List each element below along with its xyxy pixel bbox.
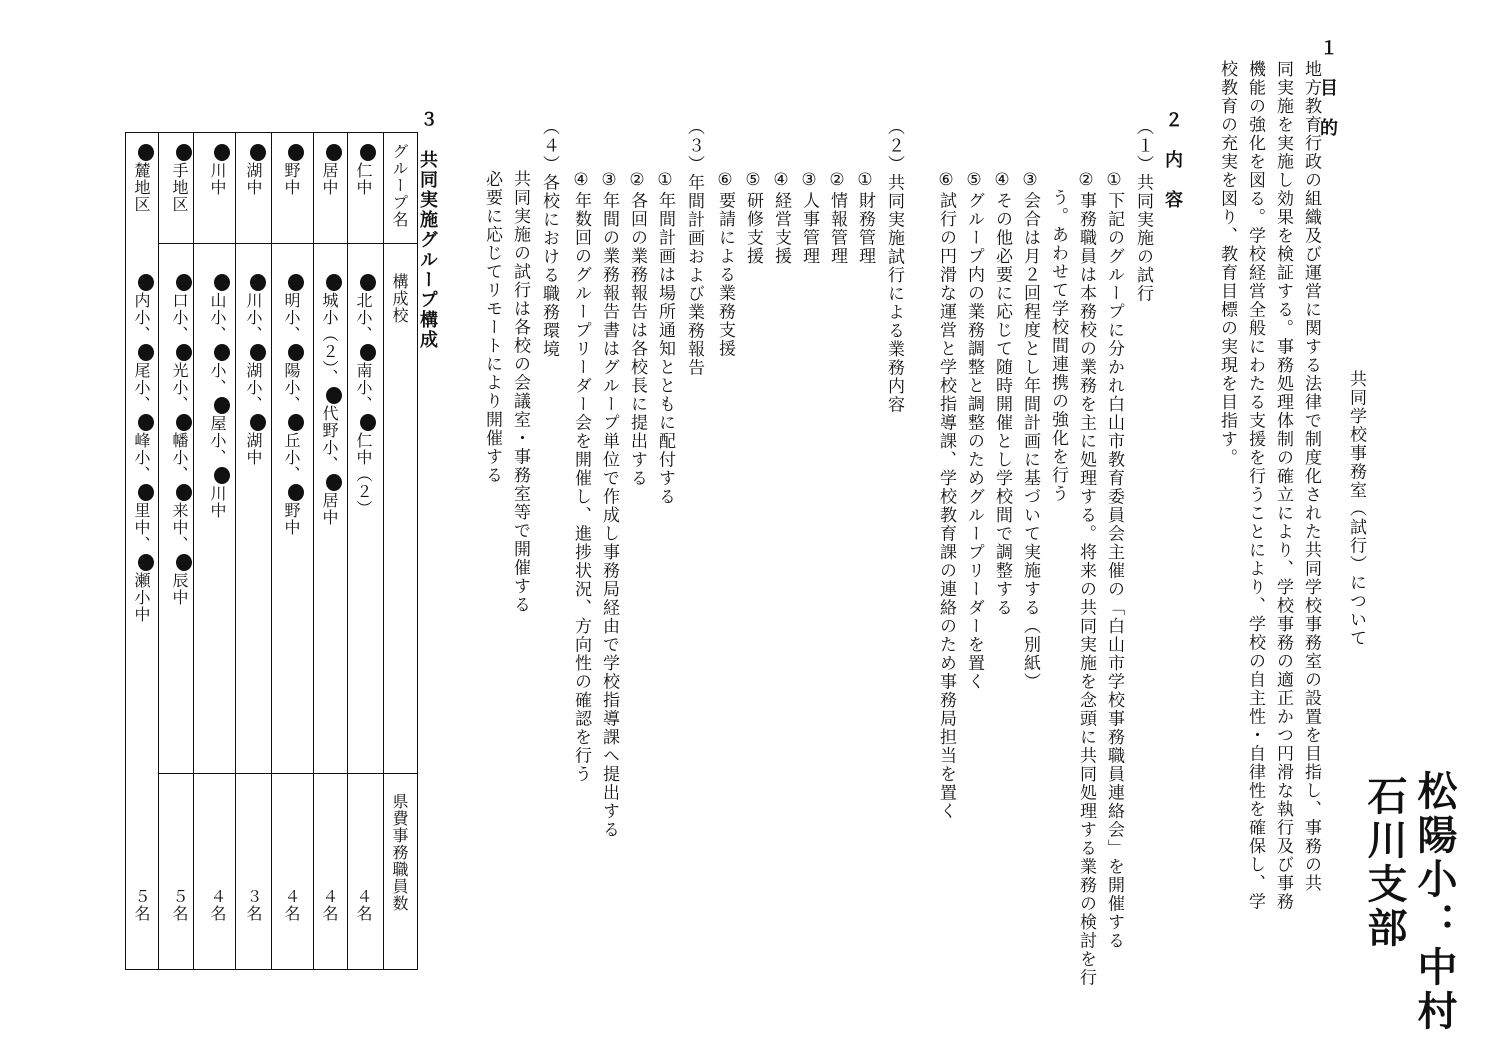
group-table bbox=[132, 132, 418, 970]
row-schools: 山小、小、屋小、川中 bbox=[209, 273, 230, 519]
row-count: ５名 bbox=[132, 888, 151, 922]
row-schools: 内小、尾小、峰小、里中、瀬小中 bbox=[133, 273, 154, 623]
sec2-item: 共同実施の試行は各校の会議室・事務室等で開催する bbox=[510, 170, 530, 614]
col-header-count: 県費事務職員数 bbox=[390, 793, 409, 912]
sec2-item: 必要に応じてリモートにより開催する bbox=[482, 170, 502, 485]
row-count: ５名 bbox=[170, 888, 189, 922]
sec2-sub2: （２）共同実施試行による業務内容 bbox=[884, 118, 904, 414]
row-group: 麓地区 bbox=[133, 143, 154, 213]
row-group: 湖中 bbox=[245, 143, 266, 196]
sec2-sub4: （４）各校における職務環境 bbox=[539, 118, 559, 359]
sec2-item: ②各回の業務報告は各校長に提出する bbox=[627, 170, 647, 488]
row-group: 川中 bbox=[209, 143, 230, 196]
sec2-item: ①年間計画は場所通知とともに配付する bbox=[655, 170, 675, 506]
sec2-heading: ２ 内 容 bbox=[1162, 110, 1183, 210]
row-group: 野中 bbox=[283, 143, 304, 196]
sec1-heading: １ 目 的 bbox=[1317, 38, 1338, 138]
sec2-item: ③会合は月２回程度とし年間計画に基づいて実施する（別紙） bbox=[1020, 170, 1040, 691]
sec2-item: ⑥要請による業務支援 bbox=[715, 170, 735, 358]
sec2-item: う。あわせて学校間連携の強化を行う bbox=[1048, 170, 1068, 503]
sec2-item: ②情報管理 bbox=[827, 170, 847, 266]
sec2-item: ①下記のグループに分かれ白山市教育委員会主催の「白山市学校事務職員連絡会」を開催する bbox=[1104, 170, 1124, 950]
page-title: 共同学校事務室（試行）について bbox=[1346, 370, 1366, 648]
row-schools: 口小、光小、幡小、来中、辰中 bbox=[171, 273, 192, 606]
row-schools: 明小、陽小、丘小、野中 bbox=[283, 273, 304, 536]
row-schools: 川小、湖小、湖中 bbox=[245, 273, 266, 466]
sec2-item: ④経営支援 bbox=[771, 170, 791, 266]
sec3-heading: ３ 共同実施グループ構成 bbox=[417, 110, 438, 350]
sec2-item: ⑤グループ内の業務調整と調整のためグループリーダーを置く bbox=[964, 170, 984, 691]
row-schools: 城小（２）、代野小、居中 bbox=[321, 273, 342, 526]
sec2-item: ③年間の業務報告書はグループ単位で作成し事務局経由で学校指導課へ提出する bbox=[599, 170, 619, 839]
row-group: 居中 bbox=[321, 143, 342, 196]
row-count: ４名 bbox=[282, 888, 301, 922]
row-count: ４名 bbox=[320, 888, 339, 922]
sec1-line: 機能の強化を図る。学校経営全般にわたる支援を行うことにより、学校の自主性・自律性を確保し、学 bbox=[1245, 60, 1265, 911]
sec1-line: 同実施を実施し効果を検証する。事務処理体制の確立により、学校事務の適正かつ円滑な執行及び事務 bbox=[1273, 60, 1293, 911]
sec2-sub3: （３）年間計画および業務報告 bbox=[684, 118, 704, 377]
sec1-line: 地方教育行政の組織及び運営に関する法律で制度化された共同学校事務室の設置を目指し、事務の共 bbox=[1301, 60, 1321, 893]
row-group: 仁中 bbox=[355, 143, 376, 196]
col-header-schools: 構成校 bbox=[390, 273, 409, 324]
sec2-item: ⑤研修支援 bbox=[743, 170, 763, 266]
sec2-item: ②事務職員は本務校の業務を主に処理する。将来の共同実施を念頭に共同処理する業務の検討を行 bbox=[1076, 170, 1096, 987]
sec2-item: ③人事管理 bbox=[799, 170, 819, 266]
row-count: ４名 bbox=[208, 888, 227, 922]
sec2-item: ④年数回のグループリーダー会を開催し、進捗状況、方向性の確認を行う bbox=[571, 170, 591, 784]
col-header-group: グループ名 bbox=[390, 143, 409, 228]
sec2-item: ①財務管理 bbox=[855, 170, 875, 266]
sec2-item: ⑥試行の円滑な運営と学校指導課、学校教育課の連絡のため事務局担当を置く bbox=[936, 170, 956, 821]
row-group: 手地区 bbox=[171, 143, 192, 213]
sec1-line: 校教育の充実を図り、教育目標の実現を目指す。 bbox=[1217, 60, 1237, 467]
member-stamp: 松陽小：中村 bbox=[1411, 770, 1457, 1034]
sec2-sub1: （１）共同実施の試行 bbox=[1133, 118, 1153, 303]
sec2-item: ④その他必要に応じて随時開催とし学校間で調整する bbox=[992, 170, 1012, 617]
row-schools: 北小、南小、仁中（２） bbox=[355, 273, 376, 517]
row-count: ４名 bbox=[354, 888, 373, 922]
branch-stamp: 石川支部 bbox=[1361, 775, 1407, 951]
row-count: ３名 bbox=[244, 888, 263, 922]
